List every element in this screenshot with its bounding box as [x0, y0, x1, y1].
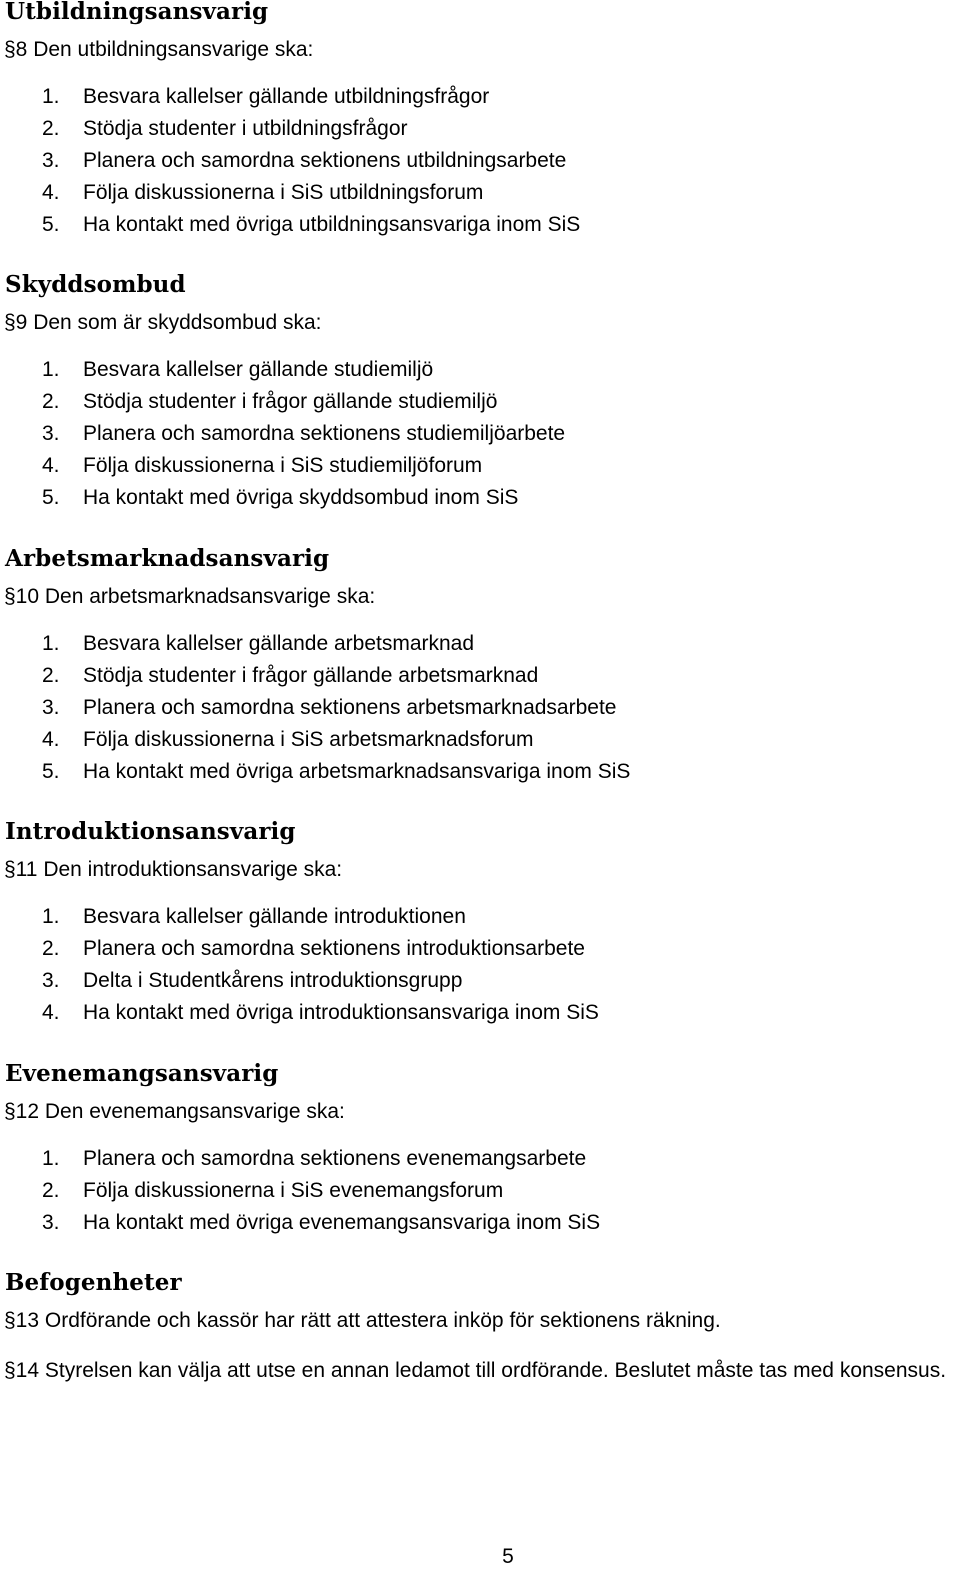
list-item-number: 1. — [42, 1147, 60, 1170]
list-item-number: 1. — [42, 358, 60, 381]
section-paragraph: §12 Den evenemangsansvarige ska: — [4, 1100, 345, 1123]
list-item-number: 1. — [42, 85, 60, 108]
list-item-text: Ha kontakt med övriga introduktionsansvariga inom SiS — [83, 1001, 599, 1024]
list-item-text: Följa diskussionerna i SiS studiemiljöforum — [83, 454, 483, 477]
list-item — [0, 386, 960, 418]
section-skyddsombud — [0, 270, 960, 514]
list-item-number: 5. — [42, 760, 60, 783]
list-item-number: 3. — [42, 149, 60, 172]
list-item-number: 4. — [42, 1001, 60, 1024]
list-item-text: Stödja studenter i utbildningsfrågor — [83, 117, 408, 140]
list-item-number: 1. — [42, 632, 60, 655]
list-item-number: 3. — [42, 696, 60, 719]
section-paragraph: §8 Den utbildningsansvarige ska: — [4, 38, 314, 61]
list-item-text: Stödja studenter i frågor gällande arbetsmarknad — [83, 664, 539, 687]
list-item-number: 3. — [42, 422, 60, 445]
section-heading: Arbetsmarknadsansvarig — [5, 545, 330, 572]
list-item-text: Besvara kallelser gällande studiemiljö — [83, 358, 434, 381]
list-item-number: 5. — [42, 213, 60, 236]
list-item — [0, 1143, 960, 1175]
section-heading: Skyddsombud — [5, 271, 186, 298]
list-item — [0, 209, 960, 241]
list-item-text: Besvara kallelser gällande introduktionen — [83, 905, 466, 928]
list-item-number: 2. — [42, 664, 60, 687]
list-item-number: 4. — [42, 454, 60, 477]
list-item-text: Ha kontakt med övriga arbetsmarknadsansvariga inom SiS — [83, 760, 631, 783]
duty-list — [0, 354, 960, 514]
list-item — [0, 354, 960, 386]
list-item-number: 2. — [42, 117, 60, 140]
list-item — [0, 965, 960, 997]
section-heading: Befogenheter — [5, 1269, 182, 1296]
section-arbetsmarknadsansvarig — [0, 544, 960, 788]
list-item-text: Planera och samordna sektionens evenemangsarbete — [83, 1147, 587, 1170]
list-item-number: 5. — [42, 486, 60, 509]
section-befogenheter — [0, 1268, 960, 1298]
list-item — [0, 81, 960, 113]
list-item — [0, 177, 960, 209]
duty-list — [0, 81, 960, 241]
list-item — [0, 628, 960, 660]
section-heading: Introduktionsansvarig — [5, 818, 296, 845]
list-item-text: Besvara kallelser gällande utbildningsfrågor — [83, 85, 490, 108]
section-introduktionsansvarig — [0, 817, 960, 1029]
section-heading: Evenemangsansvarig — [5, 1060, 279, 1087]
duty-list — [0, 628, 960, 788]
list-item-number: 2. — [42, 1179, 60, 1202]
list-item-text: Följa diskussionerna i SiS evenemangsforum — [83, 1179, 504, 1202]
section-utbildningsansvarig — [0, 0, 960, 241]
list-item — [0, 1207, 960, 1239]
list-item-text: Ha kontakt med övriga skyddsombud inom SiS — [83, 486, 519, 509]
list-item — [0, 692, 960, 724]
list-item-text: Följa diskussionerna i SiS arbetsmarknadsforum — [83, 728, 534, 751]
list-item-number: 2. — [42, 390, 60, 413]
list-item-text: Stödja studenter i frågor gällande studiemiljö — [83, 390, 498, 413]
list-item-number: 3. — [42, 969, 60, 992]
section-paragraph: §9 Den som är skyddsombud ska: — [4, 311, 322, 334]
list-item-text: Planera och samordna sektionens utbildningsarbete — [83, 149, 567, 172]
list-item — [0, 660, 960, 692]
list-item — [0, 450, 960, 482]
list-item-text: Ha kontakt med övriga utbildningsansvariga inom SiS — [83, 213, 581, 236]
list-item — [0, 113, 960, 145]
paragraph-13: §13 Ordförande och kassör har rätt att attestera inköp för sektionens räkning. — [4, 1309, 721, 1332]
list-item-number: 4. — [42, 728, 60, 751]
list-item-number: 3. — [42, 1211, 60, 1234]
duty-list — [0, 1143, 960, 1239]
list-item-text: Delta i Studentkårens introduktionsgrupp — [83, 969, 463, 992]
list-item — [0, 724, 960, 756]
page-number: 5 — [502, 1545, 514, 1568]
list-item-text: Planera och samordna sektionens arbetsmarknadsarbete — [83, 696, 617, 719]
list-item — [0, 901, 960, 933]
list-item — [0, 145, 960, 177]
section-paragraph: §10 Den arbetsmarknadsansvarige ska: — [4, 585, 376, 608]
list-item — [0, 482, 960, 514]
list-item-text: Planera och samordna sektionens introduktionsarbete — [83, 937, 585, 960]
list-item-text: Besvara kallelser gällande arbetsmarknad — [83, 632, 475, 655]
paragraph-14: §14 Styrelsen kan välja att utse en annan ledamot till ordförande. Beslutet måste tas med konsensus. — [4, 1359, 947, 1382]
list-item-text: Ha kontakt med övriga evenemangsansvariga inom SiS — [83, 1211, 601, 1234]
list-item-number: 4. — [42, 181, 60, 204]
list-item-text: Följa diskussionerna i SiS utbildningsforum — [83, 181, 484, 204]
section-evenemangsansvarig — [0, 1059, 960, 1239]
section-paragraph: §11 Den introduktionsansvarige ska: — [4, 858, 343, 881]
list-item-number: 1. — [42, 905, 60, 928]
list-item — [0, 756, 960, 788]
list-item — [0, 933, 960, 965]
list-item-number: 2. — [42, 937, 60, 960]
section-heading: Utbildningsansvarig — [5, 0, 269, 25]
list-item — [0, 1175, 960, 1207]
list-item — [0, 997, 960, 1029]
list-item — [0, 418, 960, 450]
duty-list — [0, 901, 960, 1029]
list-item-text: Planera och samordna sektionens studiemiljöarbete — [83, 422, 566, 445]
